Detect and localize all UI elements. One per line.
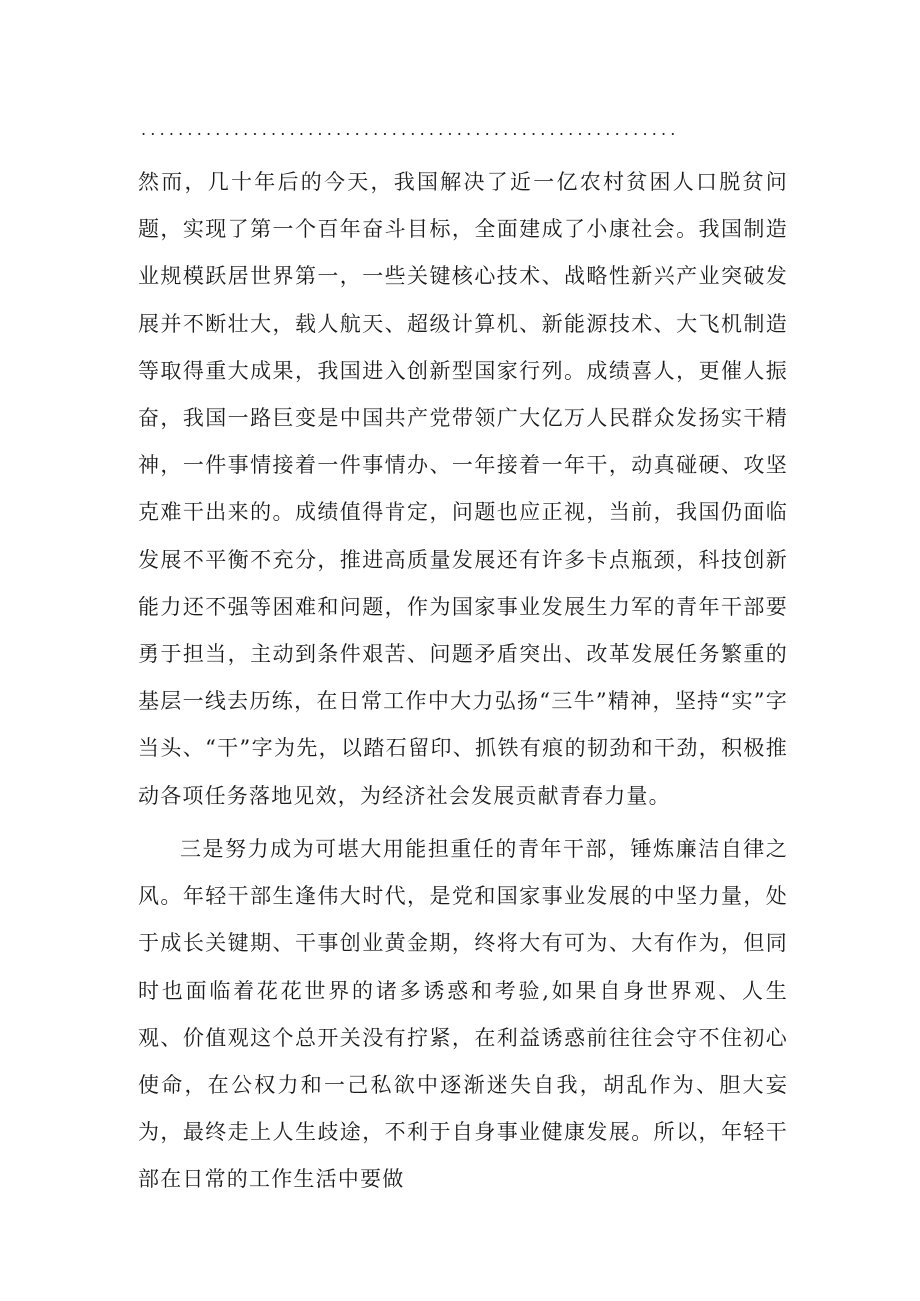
body-paragraph-1: 然而，几十年后的今天，我国解决了近一亿农村贫困人口脱贫问题，实现了第一个百年奋斗目标，全面建成了小康社会。我国制造业规模跃居世界第一，一些关键核心技术、战略性新兴产业突破发展并不断壮大，载人航天、超级计算机、新能源技术、大飞机制造等取得重大成果，我国进入创新型国家行列。成绩喜人，更催人振奋，我国一路巨变是中国共产党带领广大亿万人民群众发扬实干精神，一件事情接着一件事情办、一年接着一年干，动真碰硬、攻坚克难干出来的。成绩值得肯定，问题也应正视，当前，我国仍面临发展不平衡不充分，推进高质量发展还有许多卡点瓶颈，科技创新能力还不强等困难和问题，作为国家事业发展生力军的青年干部要勇于担当，主动到条件艰苦、问题矛盾突出、改革发展任务繁重的基层一线去历练，在日常工作中大力弘扬“三牛”精神，坚持“实”字当头、“干”字为先，以踏石留印、抓铁有痕的韧劲和干劲，积极推动各项任务落地见效，为经济社会发展贡献青春力量。 xyxy=(138,170,788,808)
body-paragraph-2: 三是努力成为可堪大用能担重任的青年干部，锤炼廉洁自律之风。年轻干部生逢伟大时代，是党和国家事业发展的中坚力量，处于成长关键期、干事创业黄金期，终将大有可为、大有作为，但同时也面临着花花世界的诸多诱惑和考验,如果自身世界观、人生观、价值观这个总开关没有拧紧，在利益诱惑前往往会守不住初心使命，在公权力和一己私欲中逐渐迷失自我，胡乱作为、胆大妄为，最终走上人生歧途，不利于自身事业健康发展。所以，年轻干部在日常的工作生活中要做 xyxy=(138,837,788,1192)
dotted-separator: .......................................................... xyxy=(141,120,680,139)
